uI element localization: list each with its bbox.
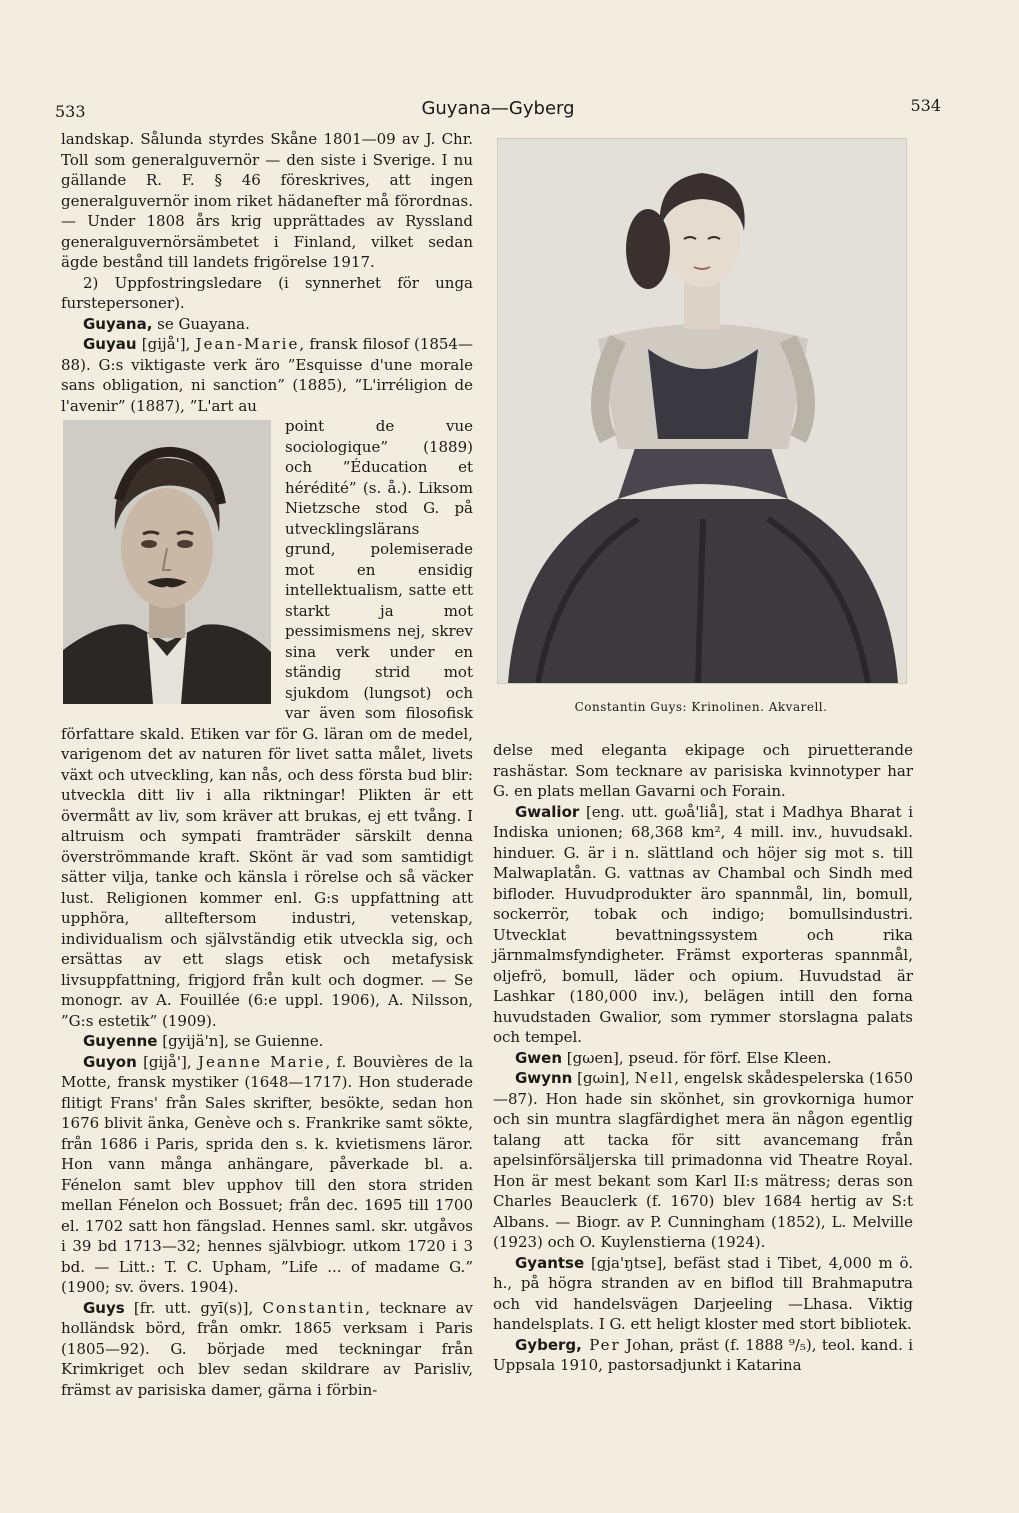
headword-gyberg: Gyberg,	[515, 1335, 582, 1354]
watercolor-crinoline-icon	[498, 139, 906, 683]
entry-text: [eng. utt. gωå'liå], stat i Madhya Bharat i Indiska unionen; 68,368 km², 4 mill. inv., huvudsakl. hinduer. G. är i n. slättland och höjer sig mot s. till Malwaplatån. G. vattnas av Chambal och Sindh med bifloder. Huvudprodukter äro spannmål, lin, bomull, sockerrör, tobak och indigo; bomullsindustri. Utvecklat bevattningssystem och rika järnmalmsfyndigheter. Främst exporteras spannmål, oljefrö, bomull, läder och opium. Huvudstad är Lashkar (180,000 inv.), belägen intill den forna huvudstaden Gwalior, som rymmer storslagna palats och tempel.	[493, 802, 913, 1046]
entry-guyenne	[61, 1031, 473, 1052]
entry-guys-continued: delse med eleganta ekipage och piruetterande rashästar. Som tecknare av parisiska kvinnotyper har G. en plats mellan Gavarni och Forain.	[493, 741, 913, 800]
entry-guyau	[61, 334, 473, 416]
entry-text: , fransk filosof (1854—88). G:s viktigaste verk äro ”Esquisse d'une morale sans obligation, ni sanction” (1885), ”L'irréligion de l'avenir” (1887), ”L'art au	[61, 335, 474, 415]
entry-text: Johan, präst (f. 1888 ⁹/₅), teol. kand. i Uppsala 1910, pastorsadjunkt i Katarina	[493, 1335, 913, 1374]
painting-caption: Constantin Guys: Krinolinen. Akvarell.	[574, 700, 828, 714]
page-header	[55, 96, 941, 124]
page-number-left: 533	[55, 102, 86, 121]
entry-text: [gωen], pseud. för förf. Else Kleen.	[562, 1048, 832, 1067]
headword-gwen: Gwen	[515, 1048, 563, 1067]
entry-text: se Guayana.	[152, 314, 250, 333]
pronunciation: [gijå'],	[136, 335, 196, 353]
right-column	[493, 740, 913, 1376]
entry-gyantse	[493, 1253, 913, 1335]
person-name: Constantin	[262, 1298, 366, 1317]
headword-guyana: Guyana,	[83, 314, 153, 333]
headword-gwynn: Gwynn	[515, 1069, 573, 1087]
entry-gwynn	[493, 1068, 913, 1253]
person-name: Jeanne Marie	[197, 1052, 326, 1071]
pronunciation: [gijå'],	[136, 1052, 198, 1071]
photo-portrait-icon	[63, 420, 271, 704]
paragraph-landskap: landskap. Sålunda styrdes Skåne 1801—09 av J. Chr. Toll som generalguvernör — den siste i Sverige. I nu gällande R. F. § 46 föreskrives, att ingen generalguvernör inom riket hädanefter må förordnas. — Under 1808 års krig upprättades av Ryssland generalguvernörsämbetet i Finland, vilket sedan ägde bestånd till landets frigörelse 1917.	[61, 130, 473, 271]
entry-guyana	[61, 314, 473, 335]
headword-guyau: Guyau	[83, 335, 137, 353]
headword-guys: Guys	[83, 1298, 125, 1317]
headword-guyenne: Guyenne	[83, 1032, 158, 1050]
running-title: Guyana—Gyberg	[421, 98, 575, 119]
entry-guys	[61, 1298, 473, 1401]
entry-text: [gyijä'n], se Guienne.	[157, 1032, 324, 1050]
entry-guyau-continued: point de vue sociologique” (1889) och ”Éducation et hérédité” (s. å.). Liksom Nietzsche stod G. på utvecklingslärans grund, polemiserade mot en ensidig intellektualism, satte ett starkt ja mot pessimismens nej, skrev sina verk under en ständig strid mot sjukdom (lungsot) och var även som filosofisk författare skald. Etiken var för G. läran om de medel, varigenom det av naturen för livet satta målet, livets växt och utveckling, kan nås, och dess första bud blir: utveckla ditt liv i alla riktningar! Plikten är ett övermått av liv, som kräver att brukas, ej ett tvång. I altruism och sympati framträder särskilt denna överströmmande kraft. Skönt är vad som samtidigt sätter vilja, tanke och känsla i rörelse och så väcker lust. Religionen kommer enl. G:s uppfattning att upphöra, allteftersom industri, vetenskap, individualism och självständig etik utveckla sig, och ersättas av ett slags etisk och metafysisk livsuppfattning, frigjord från kult och dogmer. — Se monogr. av A. Fouillée (6:e uppl. 1906), A. Nilsson, ”G:s estetik” (1909).	[61, 417, 473, 1030]
entry-gyberg	[493, 1335, 913, 1376]
headword-gwalior: Gwalior	[515, 802, 580, 821]
entry-gwen	[493, 1048, 913, 1069]
entry-text: , engelsk skådespelerska (1650—87). Hon hade sin skönhet, sin grovkorniga humor och sin muntra slagfärdighet mera än någon egentlig talang att tacka för sitt avancemang från apelsinförsäljerska till primadonna vid Theatre Royal. Hon är mest bekant som Karl II:s mätress; deras son Charles Beauclerk (f. 1670) blev 1684 hertig av S:t Albans. — Biogr. av P. Cunningham (1852), L. Melville (1923) och O. Kuylenstierna (1924).	[493, 1069, 913, 1251]
headword-guyon: Guyon	[83, 1052, 137, 1071]
pronunciation: [gωin],	[572, 1069, 635, 1087]
pronunciation: [fr. utt. gyī(s)],	[124, 1298, 263, 1317]
entry-text: , f. Bouvières de la Motte, fransk mystiker (1648—1717). Hon studerade flitigt Frans' från Sales skrifter, besökte, sedan hon 1676 blivit änka, Genève och s. Frankrike samt sökte, från 1686 i Paris, sprida den s. k. kvietismens läror. Hon vann många anhängare, påverkade bl. a. Fénelon samt blev upphov till den stora striden mellan Fénelon och Bossuet; från dec. 1695 till 1700 el. 1702 satt hon fängslad. Hennes saml. skr. utgåvos i 39 bd 1713—32; hennes självbiogr. utkom 1720 i 3 bd. — Litt.: T. C. Upham, ”Life ... of madame G.” (1900; sv. övers. 1904).	[61, 1052, 474, 1296]
krinolinen-painting	[497, 138, 907, 684]
entry-text: , tecknare av holländsk börd, från omkr. 1865 verksam i Paris (1805—92). G. började med teckningar från Krimkriget och blev sedan skildrare av Parisliv, främst av parisiska damer, gärna i förbin-	[61, 1298, 473, 1399]
headword-gyantse: Gyantse	[515, 1253, 585, 1272]
left-column	[61, 129, 473, 1400]
person-name: Nell	[634, 1069, 675, 1087]
page-number-right: 534	[910, 96, 941, 115]
entry-guyon	[61, 1052, 473, 1298]
guyau-portrait-photo	[63, 420, 271, 704]
entry-gwalior	[493, 802, 913, 1048]
person-name: Per	[581, 1335, 621, 1354]
paragraph-uppfostringsledare: 2) Uppfostringsledare (i synnerhet för unga furstepersoner).	[61, 273, 473, 312]
entry-text: [gja'ŋtse], befäst stad i Tibet, 4,000 m ö. h., på högra stranden av en biflod till Brahmaputra och vid handelsvägen Darjeeling —Lhasa. Viktig handelsplats. I G. ett heligt kloster med stort bibliotek.	[493, 1253, 913, 1333]
person-name: Jean-Marie	[195, 335, 300, 353]
